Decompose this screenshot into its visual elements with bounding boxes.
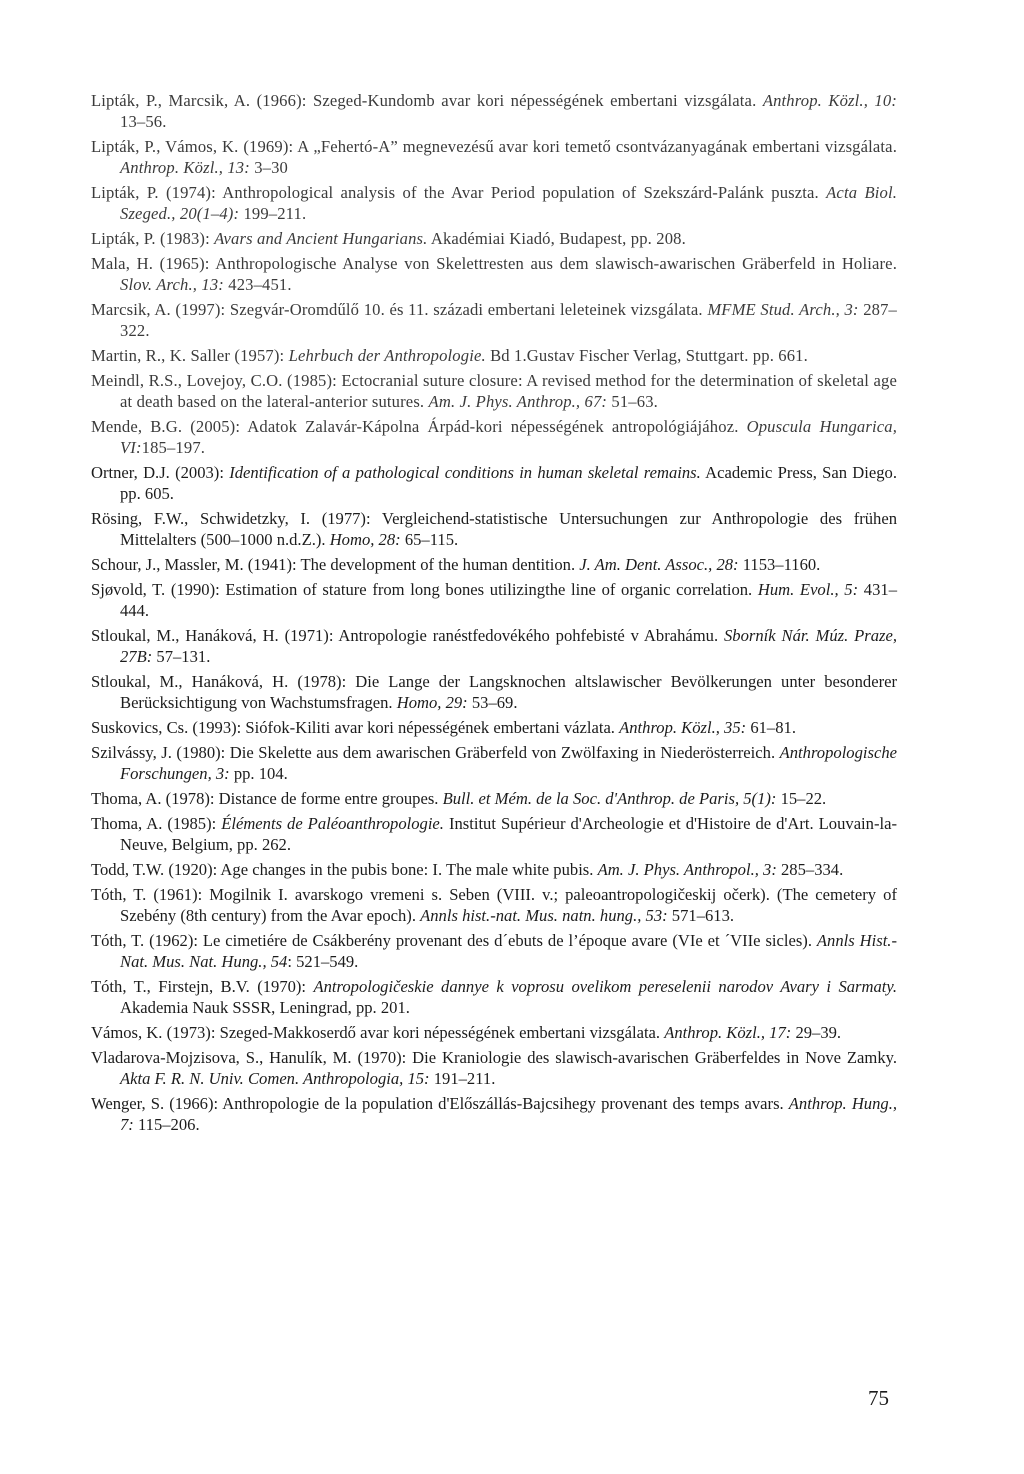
reference-text: 65–115. <box>400 530 459 549</box>
reference-source: Am. J. Phys. Anthrop., 67: <box>428 392 608 411</box>
reference-martin-1957 <box>91 345 897 366</box>
reference-text: Stloukal, M., Hanáková, H. (1978): Die Lange der Langsknochen altslawischer Bevölkerungen unter besonderer Berücksichtigung von Wachstumsfragen. <box>91 672 897 712</box>
reference-text: Suskovics, Cs. (1993): Siófok-Kiliti avar kori népességének embertani vázlata. <box>91 718 620 737</box>
reference-source: Hum. Evol., 5: <box>757 580 859 599</box>
reference-szilvassy-1980 <box>91 742 897 784</box>
reference-source: Opuscula Hungarica, VI: <box>120 417 897 457</box>
reference-text: 1153–1160. <box>738 555 821 574</box>
reference-text: 29–39. <box>791 1023 842 1042</box>
reference-text: Ortner, D.J. (2003): <box>91 463 230 482</box>
reference-thoma-1985 <box>91 813 897 855</box>
reference-toth-1962 <box>91 930 897 972</box>
reference-text: Martin, R., K. Saller (1957): <box>91 346 289 365</box>
reference-source: Éléments de Paléoanthropologie. <box>221 814 444 833</box>
reference-text: Mende, B.G. (2005): Adatok Zalavár-Kápolna Árpád-kori népességének antropológiájához. <box>91 417 747 436</box>
reference-vamos-1973 <box>91 1022 897 1043</box>
reference-text: Wenger, S. (1966): Anthropologie de la population d'Előszállás-Bajcsihegy provenant des temps avars. <box>91 1094 789 1113</box>
reference-schour-1941 <box>91 554 897 575</box>
reference-mala-1965 <box>91 253 897 295</box>
reference-source: Anthrop. Közl., 13: <box>120 158 250 177</box>
reference-text: 53–69. <box>467 693 518 712</box>
reference-source: Slov. Arch., 13: <box>120 275 224 294</box>
reference-text: Lipták, P., Marcsik, A. (1966): Szeged-Kundomb avar kori népességének embertani vizsgálata. <box>91 91 763 110</box>
reference-text: 423–451. <box>223 275 292 294</box>
reference-text: 185–197. <box>141 438 206 457</box>
reference-source: Anthrop. Hung., 7: <box>120 1094 897 1134</box>
reference-thoma-1978 <box>91 788 897 809</box>
reference-text: 57–131. <box>152 647 211 666</box>
reference-source: Antropologičeskie dannye k voprosu ovelikom pereselenii narodov Avary i Sarmaty. <box>313 977 897 996</box>
reference-text: Bd 1.Gustav Fischer Verlag, Stuttgart. pp. 661. <box>485 346 808 365</box>
reference-todd-1920 <box>91 859 897 880</box>
reference-source: Annls Hist.-Nat. Mus. Nat. Hung., 54 <box>120 931 897 971</box>
reference-text: 15–22. <box>776 789 827 808</box>
reference-text: 3–30 <box>249 158 289 177</box>
reference-text: Akadémiai Kiadó, Budapest, pp. 208. <box>427 229 686 248</box>
reference-liptak-1974 <box>91 182 897 224</box>
page-number: 75 <box>868 1386 889 1410</box>
reference-text: Rösing, F.W., Schwidetzky, I. (1977): Vergleichend-statistische Untersuchungen zur Anthropologie des frühen Mittelalters (500–1000 n.d.Z.). <box>91 509 897 549</box>
reference-source: Identification of a pathological conditions in human skeletal remains. <box>229 463 701 482</box>
reference-source: Akta F. R. N. Univ. Comen. Anthropologia, 15: <box>120 1069 430 1088</box>
reference-text: 191–211. <box>429 1069 496 1088</box>
reference-source: Acta Biol. Szeged., 20(1–4): <box>120 183 898 223</box>
reference-text: 13–56. <box>120 112 167 131</box>
reference-stloukal-1971 <box>91 625 897 667</box>
reference-toth-1961 <box>91 884 897 926</box>
reference-text: Sjøvold, T. (1990): Estimation of stature from long bones utilizingthe line of organic correlation. <box>91 580 758 599</box>
reference-source: Sborník Nár. Múz. Praze, 27B: <box>120 626 897 666</box>
reference-mende-2005 <box>91 416 897 458</box>
reference-text: Stloukal, M., Hanáková, H. (1971): Antropologie ranéstfedovékého pohfebisté v Abrahámu. <box>91 626 724 645</box>
reference-text: Thoma, A. (1978): Distance de forme entre groupes. <box>91 789 443 808</box>
reference-text: Academic Press, San Diego. pp. 605. <box>120 463 897 503</box>
reference-source: Anthrop. Közl., 35: <box>619 718 747 737</box>
reference-vladarova-1970 <box>91 1047 897 1089</box>
reference-list <box>91 90 897 1139</box>
reference-source: MFME Stud. Arch., 3: <box>707 300 859 319</box>
reference-text: Lipták, P., Vámos, K. (1969): A „Fehertó-A” megnevezésű avar kori temető csontvázanyagának embertani vizsgálata. <box>91 137 897 156</box>
reference-liptak-1969 <box>91 136 897 178</box>
reference-source: Anthrop. Közl., 17: <box>664 1023 792 1042</box>
reference-text: 115–206. <box>133 1115 200 1134</box>
reference-text: Todd, T.W. (1920): Age changes in the pubis bone: I. The male white pubis. <box>91 860 598 879</box>
reference-text: Schour, J., Massler, M. (1941): The development of the human dentition. <box>91 555 580 574</box>
reference-text: 61–81. <box>746 718 796 737</box>
reference-text: 571–613. <box>667 906 735 925</box>
reference-text: pp. 104. <box>229 764 288 783</box>
reference-text: 287–322. <box>120 300 897 340</box>
reference-toth-1970 <box>91 976 897 1018</box>
reference-text: Meindl, R.S., Lovejoy, C.O. (1985): Ectocranial suture closure: A revised method for the determination of skeletal age at death based on the lateral-anterior sutures. <box>91 371 897 411</box>
reference-text: Tóth, T. (1961): Mogilnik I. avarskogo vremeni s. Seben (VIII. v.; paleoantropologičeskij očerk). (The cemetery of Szebény (8th century) from the Avar epoch). <box>91 885 897 925</box>
reference-text: Szilvássy, J. (1980): Die Skelette aus dem awarischen Gräberfeld von Zwölfaxing in Niederösterreich. <box>91 743 780 762</box>
reference-text: 431–444. <box>120 580 897 620</box>
reference-text: Lipták, P. (1974): Anthropological analysis of the Avar Period population of Szekszárd-Palánk puszta. <box>91 183 827 202</box>
reference-ortner-2003 <box>91 462 897 504</box>
reference-text: : 521–549. <box>287 952 359 971</box>
reference-text: Lipták, P. (1983): <box>91 229 215 248</box>
reference-text: 199–211. <box>239 204 307 223</box>
reference-suskovics-1993 <box>91 717 897 738</box>
reference-source: Lehrbuch der Anthropologie. <box>288 346 486 365</box>
reference-text: Vladarova-Mojzisova, S., Hanulík, M. (1970): Die Kraniologie des slawisch-avarischen Gräberfeldes in Nove Zamky. <box>91 1048 897 1067</box>
reference-liptak-1966 <box>91 90 897 132</box>
reference-text: Mala, H. (1965): Anthropologische Analyse von Skelettresten aus dem slawisch-awarischen Gräberfeld in Holiare. <box>91 254 897 273</box>
reference-text: Vámos, K. (1973): Szeged-Makkoserdő avar kori népességének embertani vizsgálata. <box>91 1023 665 1042</box>
reference-marcsik-1997 <box>91 299 897 341</box>
reference-source: Homo, 29: <box>396 693 468 712</box>
reference-liptak-1983 <box>91 228 897 249</box>
reference-meindl-1985 <box>91 370 897 412</box>
reference-source: J. Am. Dent. Assoc., 28: <box>579 555 739 574</box>
reference-text: Institut Supérieur d'Archeologie et d'Histoire de d'Art. Louvain-la-Neuve, Belgium, pp. 262. <box>120 814 897 854</box>
reference-stloukal-1978 <box>91 671 897 713</box>
reference-rosing-1977 <box>91 508 897 550</box>
reference-text: Tóth, T. (1962): Le cimetiére de Csákberény provenant des d´ebuts de l’époque avare (VIe et ´VIIe sicles). <box>91 931 817 950</box>
reference-text: Akademia Nauk SSSR, Leningrad, pp. 201. <box>120 998 410 1017</box>
reference-source: Annls hist.-nat. Mus. natn. hung., 53: <box>420 906 668 925</box>
reference-source: Homo, 28: <box>329 530 401 549</box>
reference-text: Marcsik, A. (1997): Szegvár-Oromdűlő 10. és 11. századi embertani leleteinek vizsgálata. <box>91 300 708 319</box>
reference-text: Thoma, A. (1985): <box>91 814 222 833</box>
reference-source: Bull. et Mém. de la Soc. d'Anthrop. de Paris, 5(1): <box>442 789 777 808</box>
reference-wenger-1966 <box>91 1093 897 1135</box>
reference-sjovold-1990 <box>91 579 897 621</box>
reference-source: Avars and Ancient Hungarians. <box>214 229 428 248</box>
reference-text: 285–334. <box>776 860 844 879</box>
reference-text: 51–63. <box>607 392 658 411</box>
reference-text: Tóth, T., Firstejn, B.V. (1970): <box>91 977 314 996</box>
reference-source: Anthrop. Közl., 10: <box>762 91 897 110</box>
reference-source: Am. J. Phys. Anthropol., 3: <box>597 860 777 879</box>
reference-source: Anthropologische Forschungen, 3: <box>120 743 897 783</box>
